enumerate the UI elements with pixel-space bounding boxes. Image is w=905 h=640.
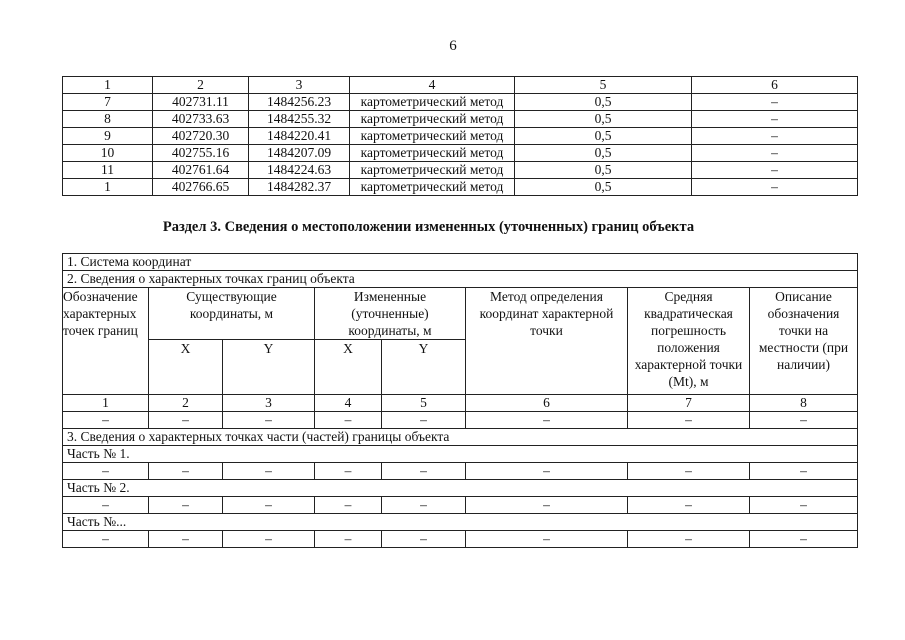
table-row [63, 94, 858, 111]
table-row [63, 145, 858, 162]
table-cell: картометрический метод [350, 128, 515, 145]
dash-cell: – [63, 497, 149, 514]
table-cell: 1 [63, 77, 153, 94]
dash-cell: – [628, 463, 750, 480]
dash-cell: – [63, 463, 149, 480]
table-header-row [63, 77, 858, 94]
dash-cell: – [315, 497, 382, 514]
table-cell: картометрический метод [350, 179, 515, 196]
coord-system-label: 1. Система координат [63, 254, 858, 271]
table-cell: 9 [63, 128, 153, 145]
table-cell: 0,5 [515, 145, 692, 162]
dash-cell: – [628, 497, 750, 514]
table-cell: картометрический метод [350, 162, 515, 179]
table-cell: 11 [63, 162, 153, 179]
table-cell: – [692, 145, 858, 162]
table-cell: 1484256.23 [249, 94, 350, 111]
dash-cell: – [382, 463, 466, 480]
table-cell: 10 [63, 145, 153, 162]
page-number: 6 [449, 38, 457, 54]
points-title-row [63, 271, 858, 288]
column-number-cell: 6 [466, 395, 628, 412]
header-existing-coords: Существующие координаты, м [149, 288, 315, 340]
dash-cell: – [63, 531, 149, 548]
table-cell: 8 [63, 111, 153, 128]
column-number-cell: 5 [382, 395, 466, 412]
table-cell: 1484282.37 [249, 179, 350, 196]
dash-cell: – [382, 531, 466, 548]
table-cell: 402720.30 [153, 128, 249, 145]
column-number-cell: 1 [63, 395, 149, 412]
table-cell: 0,5 [515, 111, 692, 128]
dash-cell: – [628, 531, 750, 548]
table-cell: картометрический метод [350, 145, 515, 162]
parts-title-row [63, 429, 858, 446]
table-cell: 402731.11 [153, 94, 249, 111]
column-numbers-row [63, 395, 858, 412]
dash-cell: – [750, 463, 858, 480]
header-method: Метод определения координат характерной точки [466, 288, 628, 395]
table-cell: 402733.63 [153, 111, 249, 128]
header-changed-x: X [315, 340, 382, 395]
dash-cell: – [223, 531, 315, 548]
dash-cell: – [466, 412, 628, 429]
table-row [63, 128, 858, 145]
part-row [63, 480, 858, 497]
column-number-cell: 4 [315, 395, 382, 412]
table-cell: 1484220.41 [249, 128, 350, 145]
dash-cell: – [315, 412, 382, 429]
table-cell: 402761.64 [153, 162, 249, 179]
dash-cell: – [223, 463, 315, 480]
table-cell: – [692, 179, 858, 196]
table-row [63, 111, 858, 128]
table-cell: 0,5 [515, 94, 692, 111]
table-cell: – [692, 128, 858, 145]
changed-boundaries-table [62, 253, 858, 548]
header-existing-x: X [149, 340, 223, 395]
section-title: Раздел 3. Сведения о местоположении измененных (уточненных) границ объекта [162, 219, 695, 235]
table-cell: 1484255.32 [249, 111, 350, 128]
parts-title-label: 3. Сведения о характерных точках части (частей) границы объекта [63, 429, 858, 446]
dash-cell: – [466, 497, 628, 514]
table-row [63, 179, 858, 196]
header-point-designation: Обозначение характерных точек границ [63, 288, 149, 395]
dash-cell: – [750, 412, 858, 429]
table-cell: – [692, 94, 858, 111]
dash-cell: – [63, 412, 149, 429]
table-cell: 1 [63, 179, 153, 196]
dash-cell: – [382, 497, 466, 514]
dash-row [63, 412, 858, 429]
dash-cell: – [750, 497, 858, 514]
table-cell: 3 [249, 77, 350, 94]
table-cell: – [692, 111, 858, 128]
header-existing-y: Y [223, 340, 315, 395]
dash-cell: – [149, 531, 223, 548]
table-cell: 1484224.63 [249, 162, 350, 179]
header-row-1 [63, 288, 858, 340]
dash-cell: – [750, 531, 858, 548]
part-row [63, 446, 858, 463]
table-cell: 0,5 [515, 128, 692, 145]
table-cell: 1484207.09 [249, 145, 350, 162]
dash-row [63, 497, 858, 514]
dash-cell: – [466, 463, 628, 480]
dash-row [63, 463, 858, 480]
points-title-label: 2. Сведения о характерных точках границ объекта [63, 271, 858, 288]
table-row [63, 162, 858, 179]
coord-system-row [63, 254, 858, 271]
dash-cell: – [223, 497, 315, 514]
part-label: Часть № 1. [63, 446, 858, 463]
table-cell: 4 [350, 77, 515, 94]
header-error: Средняя квадратическая погрешность положения характерной точки (Mt), м [628, 288, 750, 395]
table-cell: 7 [63, 94, 153, 111]
table-cell: 402755.16 [153, 145, 249, 162]
header-description: Описание обозначения точки на местности (при наличии) [750, 288, 858, 395]
table-cell: 0,5 [515, 179, 692, 196]
table-cell: 5 [515, 77, 692, 94]
dash-cell: – [149, 412, 223, 429]
part-label: Часть № 2. [63, 480, 858, 497]
column-number-cell: 8 [750, 395, 858, 412]
table-cell: картометрический метод [350, 94, 515, 111]
column-number-cell: 2 [149, 395, 223, 412]
table-cell: 0,5 [515, 162, 692, 179]
part-row [63, 514, 858, 531]
table-cell: картометрический метод [350, 111, 515, 128]
part-label: Часть №... [63, 514, 858, 531]
dash-cell: – [466, 531, 628, 548]
coordinates-table [62, 76, 858, 196]
table-cell: 6 [692, 77, 858, 94]
header-changed-coords: Измененные (уточненные) координаты, м [315, 288, 466, 340]
dash-row [63, 531, 858, 548]
header-changed-y: Y [382, 340, 466, 395]
column-number-cell: 7 [628, 395, 750, 412]
dash-cell: – [315, 531, 382, 548]
dash-cell: – [382, 412, 466, 429]
dash-cell: – [149, 463, 223, 480]
table-cell: 2 [153, 77, 249, 94]
dash-cell: – [628, 412, 750, 429]
dash-cell: – [149, 497, 223, 514]
dash-cell: – [315, 463, 382, 480]
dash-cell: – [223, 412, 315, 429]
table-cell: – [692, 162, 858, 179]
column-number-cell: 3 [223, 395, 315, 412]
table-cell: 402766.65 [153, 179, 249, 196]
